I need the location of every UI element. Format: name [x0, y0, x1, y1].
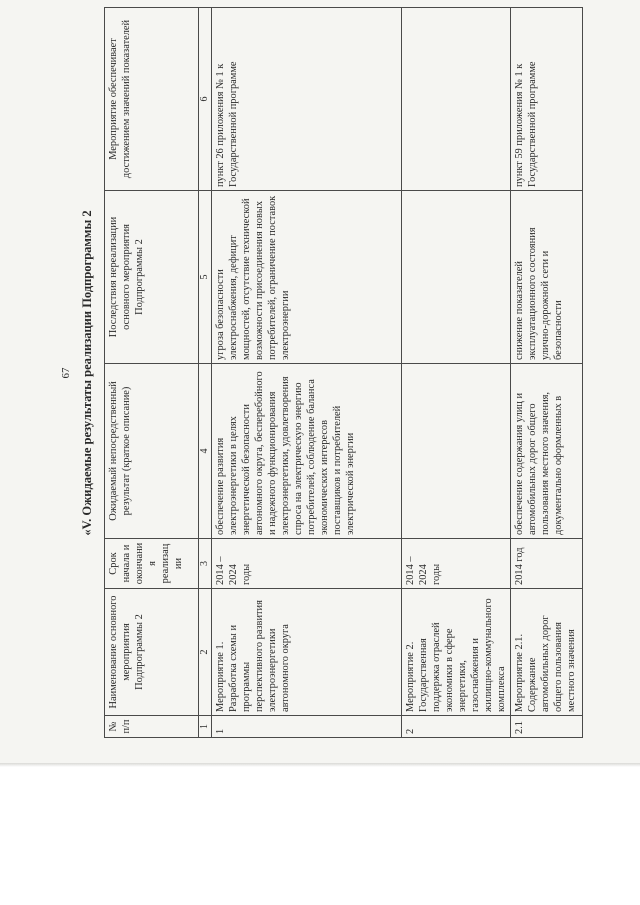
row-expected-result — [402, 364, 511, 539]
table-row — [511, 8, 583, 738]
column-number: 6 — [199, 8, 212, 191]
row-consequence: снижение показателей эксплуатационного состояния улично-дорожной сети и безопасности — [511, 191, 583, 364]
page-edge-shadow — [0, 763, 640, 767]
column-number: 5 — [199, 191, 212, 364]
column-number: 4 — [199, 364, 212, 539]
header-cell-consequence: Последствия нереализации основного мероприятия Подпрограммы 2 — [105, 191, 199, 364]
page-number: 67 — [60, 367, 72, 379]
row-activity-name: Мероприятие 2. Государственная поддержка отраслей экономики в сфере энергетики, газоснабжения и жилищно-коммунального комплекса — [402, 589, 511, 716]
row-number: 2 — [402, 716, 511, 738]
row-indicator: пункт 59 приложения № 1 к Государственной программе — [511, 8, 583, 191]
row-number: 1 — [212, 716, 402, 738]
table-row — [212, 8, 402, 738]
column-number: 3 — [199, 539, 212, 589]
row-number: 2.1 — [511, 716, 583, 738]
results-table — [104, 7, 583, 738]
row-expected-result: обеспечение содержания улиц и автомобильных дорог общего пользования местного значения, документально оформленных в — [511, 364, 583, 539]
row-activity-name: Мероприятие 1. Разработка схемы и программы перспективного развития электроэнергетики автономного округа — [212, 589, 402, 716]
header-cell-name: Наименование основного мероприятия Подпрограммы 2 — [105, 589, 199, 716]
row-consequence — [402, 191, 511, 364]
row-period: 2014 год — [511, 539, 583, 589]
header-cell-indicator: Мероприятие обеспечивает достижением значений показателей — [105, 8, 199, 191]
column-number: 1 — [199, 716, 212, 738]
column-number: 2 — [199, 589, 212, 716]
row-expected-result: обеспечение развития электроэнергетики в целях энергетической безопасности автономного округа, бесперебойного и надежного функционирования электроэнергетики, удовлетворения спроса на электрическую энергию потребителей, соблюдение баланса экономических интересов поставщиков и потребителей электрической энергии — [212, 364, 402, 539]
row-period: 2014 – 2024 годы — [212, 539, 402, 589]
header-cell-period: Срок начала и окончания реализации — [105, 539, 199, 589]
table-header-row — [105, 8, 199, 738]
row-indicator: пункт 26 приложения № 1 к Государственной программе — [212, 8, 402, 191]
page-title: «V. Ожидаемые результаты реализации Подпрограммы 2 — [80, 210, 94, 536]
row-indicator — [402, 8, 511, 191]
row-period: 2014 – 2024 годы — [402, 539, 511, 589]
header-cell-result: Ожидаемый непосредственный результат (краткое описание) — [105, 364, 199, 539]
row-activity-name: Мероприятие 2.1. Содержание автомобильных дорог общего пользования местного значения — [511, 589, 583, 716]
table-row — [402, 8, 511, 738]
page-content — [56, 8, 601, 738]
row-consequence: угроза безопасности электроснабжения, дефицит мощностей, отсутствие технической возможности присоединения новых потребителей, ограничение поставок электроэнергии — [212, 191, 402, 364]
header-cell-number: № п/п — [105, 716, 199, 738]
column-number-row — [199, 8, 212, 738]
